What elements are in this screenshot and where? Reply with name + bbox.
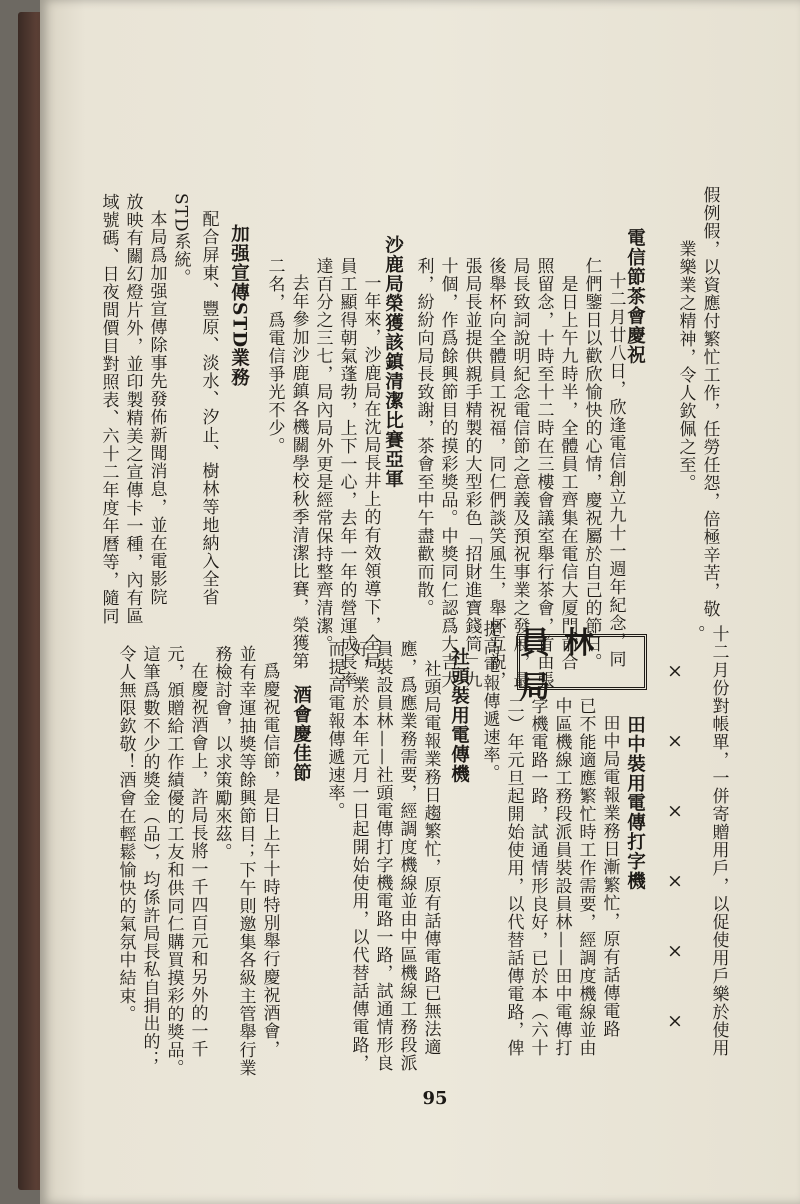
article-shalu-title: 沙鹿局榮獲該鎮清潔比賽亞軍 [382,235,404,489]
article-std-line: 域號碼、日夜間價目對照表、六十二年度年曆等，隨同 [98,193,119,625]
article-tea-line: 利，紛紛向局長致謝，茶會至中午盡歡而散。 [413,257,434,617]
article-banquet-line: 並有幸運抽獎等餘興節目；下午則邀集各級主管舉行業 [235,645,256,1077]
article-std-line: 放映有關幻燈片外，並印製精美之宣傳卡一種，內有區 [122,193,143,625]
article-shalu-line: 去年參加沙鹿鎮各機關學校秋季清潔比賽，榮獲第 [288,274,309,670]
article-std-title: 加强宣傳STD業務 [228,224,250,388]
cross-mark: × [667,940,683,962]
article-shalu-line: 一年來，沙鹿局在沈局長井上的有效領導下，全局 [360,274,381,670]
article-shetou-line: 社頭局電報業務日趨繁忙，原有話傳電路已無法適 [420,660,441,1056]
article-banquet-line: 這筆爲數不少的獎金（品），均係許局長私自捐出的； [139,645,160,1069]
article-banquet-line: 務檢討會，以求策勵來茲。 [211,645,232,861]
article-tea-line: 十二月廿八日，欣逢電信創立九十一週年紀念，同 [605,272,626,668]
article-tianzhong-line: 已不能適應繁忙時工作需要，經調度機線並由 [575,697,596,1057]
cross-mark: × [667,660,683,682]
cross-mark: × [667,1010,683,1032]
article-shetou-title: 社頭裝用電傳機 [448,647,470,784]
article-shetou-line: 而提高電報傳遞速率。 [324,640,345,820]
article-shalu-line: 達百分之三七，局內局外更是經常保持整齊清潔。 [312,257,333,653]
right-continuation-line-2: 。 [684,625,705,643]
article-shetou-line: 員裝設員林——社頭電傳打字機電路一路，試通情形良 [372,640,393,1072]
article-shalu-line: 二名，爲電信爭光不少。 [264,257,285,455]
top-right-line-1: 假例假，以資應付繁忙工作，任勞任怨，倍極辛苦，敬 [699,186,720,618]
cross-mark: × [667,730,683,752]
article-banquet-line: 爲慶祝電信節，是日上午十時特別舉行慶祝酒會， [259,662,280,1058]
cross-mark: × [667,800,683,822]
top-right-line-2: 業樂業之精神，令人欽佩之至。 [675,240,696,492]
page-number: 95 [422,1088,448,1109]
article-std-line: 配合屏東、豐原、淡水、汐止、樹林等地納入全省 [198,210,219,606]
article-tea-line: 張局長並提供親手精製的大型彩色「招財進寶錢筒」九 [461,257,482,689]
article-banquet-title: 酒會慶佳節 [290,685,312,783]
section-header-title: 員林局 [520,626,608,705]
section-divider-crosses [660,660,690,1032]
article-tea-line: 後舉杯向全體員工祝福，同仁們談笑風生，舉杯互祝， [485,257,506,689]
article-tianzhong-title: 田中裝用電傳打字機 [624,715,646,891]
article-shetou-line: 好，業於本年元月一日起開始使用，以代替話傳電路， [348,640,369,1072]
article-tea-line: 局長致詞說明紀念電信節之意義及預祝事業之發展，最 [509,257,530,689]
article-tea-line: 是日上午九時半，全體員工齊集在電信大厦門前合 [557,275,578,671]
article-tianzhong-line: 田中局電報業務日漸繁忙，原有話傳電路 [599,714,620,1038]
article-banquet-line: 令人無限欽敬！酒會在輕鬆愉快的氣氛中結束。 [115,645,136,1023]
article-tianzhong-line: 中區機線工務段派員裝設員林——田中電傳打 [551,697,572,1057]
article-tea-title: 電信節茶會慶祝 [624,228,646,365]
article-std-line: STD系統。 [170,193,191,287]
article-tianzhong-line: 二）年元旦起開始使用，以代替話傳電路，俾 [503,697,524,1057]
article-std-line: 本局爲加强宣傳除事先發佈新聞消息，並在電影院 [146,210,167,606]
article-banquet-line: 元，頒贈給工作績優的工友和供同仁購買摸彩的獎品。 [163,645,184,1077]
article-shetou-line: 應，爲應業務需要，經調度機線並由中區機線工務段派 [396,640,417,1072]
article-banquet-line: 在慶祝酒會上，許局長將一千四百元和另外的一千 [187,662,208,1058]
cross-mark: × [667,870,683,892]
article-shalu-line: 員工顯得朝氣蓬勃，上下一心，去年一年的營運成長率 [336,257,357,689]
article-tianzhong-line: 字機電路一路，試通情形良好，已於本（六十 [527,697,548,1057]
article-tea-line: 照留念，十時至十二時在三樓會議室舉行茶會，首由張 [533,257,554,689]
article-tianzhong-line: 提高電報傳遞速率。 [479,620,500,782]
article-tea-line: 十個，作爲餘興節目的摸彩獎品。中獎同仁認爲大吉大 [437,257,458,689]
article-tea-line: 仁們鑒日以歡欣愉快的心情，慶祝屬於自己的節日。 [581,257,602,671]
right-continuation-line-1: 十二月份對帳單，一併寄贈用戶，以促使用戶樂於使用 [708,625,729,1057]
section-header-box [517,626,647,705]
